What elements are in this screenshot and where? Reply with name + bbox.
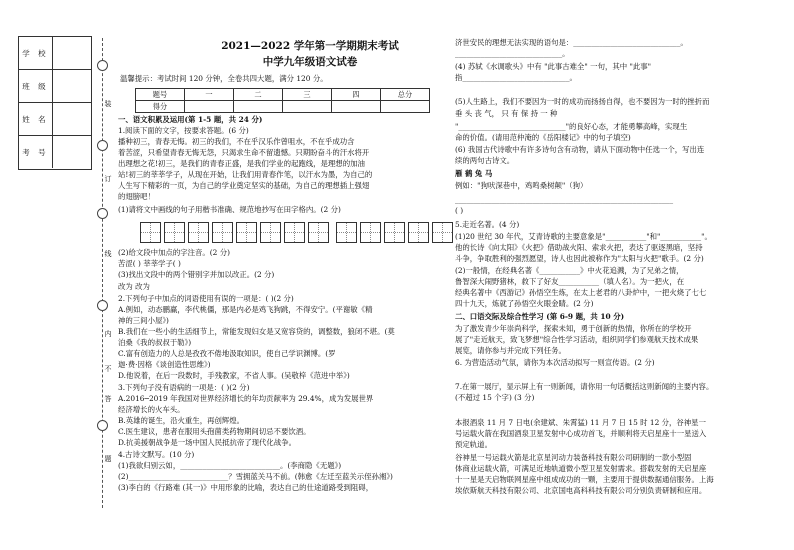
question-line: 7.在第一展厅，显示屏上有一则新闻，请你用一句话概括这则新闻的主要内容。: [455, 382, 714, 391]
binding-char: 订: [104, 175, 112, 183]
question-line: (4) 苏轼《水调歌头》中有 "此事古难全" 一句，其中 "此事": [455, 62, 652, 71]
score-input-cell[interactable]: [381, 101, 430, 113]
passage-line: 着苦涩，只希望青春无悔无怨，只渴求生命不留遗憾。只期盼奋斗的汗水将开: [118, 148, 370, 157]
answer-line[interactable]: ( ): [455, 206, 464, 215]
question-line: 4.古诗文默写。(10 分): [118, 450, 195, 459]
option-line: D.他说着，在后一段数时，手残教家，不省人事。(吴敬梓《范进中举》): [118, 371, 350, 380]
question-line: (不超过 15 个字) (3 分): [455, 393, 535, 402]
passage-line: 为了激发青少年崇尚科学，探索未知，勇于创新的热情，你所在的学校开: [455, 324, 692, 333]
fill-in-line[interactable]: 指_____________________________。: [455, 73, 577, 82]
school-field[interactable]: [19, 37, 91, 70]
answer-line[interactable]: 苦涩( ) 莘莘学子( ): [118, 259, 181, 268]
name-label: 姓 名: [19, 103, 53, 135]
question-line: (2)一般情，在经典名著《___________》中火花追溅，为了兄弟之情，: [455, 266, 684, 275]
passage-line: 的翅膀吧！: [118, 192, 155, 201]
option-line: B.英雄的诞生，沿火重生，再创辉煌。: [118, 416, 245, 425]
score-table-score-row: [136, 101, 430, 113]
binding-char: 装: [104, 100, 112, 108]
exam-number-field[interactable]: [19, 136, 91, 168]
class-field[interactable]: [19, 70, 91, 103]
table-cell: 四: [332, 89, 381, 101]
fill-in-line[interactable]: 济世安民的理想无法实现的语句是：_____________________________。: [455, 38, 688, 47]
binding-hole-icon: [97, 140, 108, 151]
writing-grid[interactable]: [140, 222, 456, 243]
question-line: 1.阅读下面的文字，按要求答题。(6 分): [118, 126, 249, 135]
question-line: (6) 我国古代诗歌中有许多诗句含有动物，请从下面动物中任选一个，写出连: [455, 145, 705, 154]
question-line: 命的价值。(请用范仲淹的《岳阳楼记》中的句子填空): [455, 133, 631, 142]
binding-char: 线: [104, 250, 112, 258]
answer-line[interactable]: 改为 改为: [118, 282, 150, 291]
option-line: A.2016─2019 年我国对世界经济增长的年均贡献率为 29.4%，成为发展世界: [118, 394, 374, 403]
table-cell: 三: [283, 89, 332, 101]
grid-cell[interactable]: [384, 222, 405, 243]
passage-line: 经典名著中《西游记》孙悟空生炼，在太上老君的八卦炉中，一把火烧了七七: [455, 288, 707, 297]
exam-number-label: 考 号: [19, 136, 53, 168]
exam-tip: 温馨提示：考试时间 120 分钟，全卷共四大题，满分 120 分。: [120, 74, 328, 83]
question-line: (1)请将文中画线的句子用楷书准确、规范地抄写在田字格内。(2 分): [118, 205, 341, 214]
question-line: (5)人生路上，我们不要因为一时的成功而扬扬自得，也不要因为一时的挫折而: [455, 97, 710, 106]
question-line: 垂 头 丧 气， 只 有 保 持 一 种: [455, 109, 558, 118]
grid-cell[interactable]: [236, 222, 257, 243]
option-line: D.抗美援朝战争是一场中国人民抵抗帝了现代化战争。: [118, 438, 296, 447]
passage-line: 斗争，争取胜利的强烈愿望，诗人也因此被称作为"太阳与火把"歌手。(2 分): [455, 254, 704, 263]
passage-line: 出理想之花!初三，是我们的青春正盛，是我们学业的起跑线，是理想的加油: [118, 159, 365, 168]
name-field[interactable]: [19, 103, 91, 136]
question-line: 2.下列句子中加点的词语使用有误的一项是：( )(2 分): [118, 294, 294, 303]
binding-hole-icon: [97, 300, 108, 311]
grid-cell[interactable]: [360, 222, 381, 243]
fill-in-line[interactable]: (2)___________________________？雪拥蓝关马不前。(韩愈《左迁至蓝关示侄孙湘》): [118, 472, 393, 481]
question-line: (2)给文段中加点的字注音。(2 分): [118, 248, 230, 257]
grid-cell[interactable]: [284, 222, 305, 243]
grid-cell[interactable]: [140, 222, 161, 243]
table-cell: 题号: [136, 89, 185, 101]
option-line: 迦·费·因格《谈创造性思维》): [118, 360, 211, 369]
passage-line: 鲁智深大闹野猪林，救下了好友___________（填人名）。为一把火，在: [455, 277, 685, 286]
question-line: 续的两句古诗文。: [455, 156, 515, 165]
score-input-cell[interactable]: [283, 101, 332, 113]
passage-line: 他的长诗《向太阳》《火把》借助战火阳、索求火把，表达了驱逐黑暗，坚持: [455, 243, 703, 252]
answer-line[interactable]: ___________________________________________________________: [455, 195, 674, 204]
question-line: 3.下列句子没有语病的一项是：( )(2 分): [118, 383, 250, 392]
question-line: 6. 为营造活动气氛，请你为本次活动拟写一则宣传语。(2 分): [455, 358, 655, 367]
passage-line: 人生写下精彩的一页，为自己的学业奠定坚实的基础，为自己的理想插上强翅: [118, 181, 370, 190]
exam-title-year: 2021—2022 学年第一学期期末考试: [221, 40, 399, 52]
binding-char: 不: [104, 365, 112, 373]
grid-cell[interactable]: [188, 222, 209, 243]
score-table-header-row: [136, 89, 430, 101]
binding-char: 内: [104, 330, 112, 338]
binding-hole-icon: [97, 420, 108, 431]
passage-line: 播种初三，青春无悔。初三的我们，不在乎汉乐作曾咀水，不在乎成功含: [118, 137, 355, 146]
news-line: 十一星是天启物联网星座中组成成功的一颗，主要用于提供数据通信服务。上海: [455, 475, 714, 484]
score-table: [135, 88, 430, 113]
question-line: (3)李白的《行路难 (其一)》中用形象的比喻，表达自己的仕途道路受到阻碍，: [118, 483, 374, 492]
school-label: 学 校: [19, 37, 53, 69]
option-line: 神的三间小屋》): [118, 316, 169, 325]
news-line: 体商业运载火箭，可满足近地轨道微小型卫星发射需求。搭载发射的天启星座: [455, 464, 707, 473]
news-line: 埃依斯航天科技有限公司、北京国电高科科技有限公司分别负责研制和应用。: [455, 486, 707, 495]
question-line: 5.走近名著。(4 分): [455, 220, 520, 229]
news-line: 预定轨道。: [455, 440, 492, 449]
table-cell: 一: [185, 89, 234, 101]
table-cell: 二: [234, 89, 283, 101]
score-input-cell[interactable]: [185, 101, 234, 113]
binding-char: 答: [104, 395, 112, 403]
score-input-cell[interactable]: [332, 101, 381, 113]
question-line: (3)找出文段中的两个错别字并加以改正。(2 分): [118, 270, 275, 279]
option-line: A.例如，动态鹏赢，李代桃僵，那是内必是鸡飞狗跳，不得安宁。(平谢敏《精: [118, 305, 373, 314]
section-two-heading: 二、口语交际及综合性学习 (第 6-9 题，共 10 分): [455, 312, 625, 321]
binding-char: 题: [104, 455, 112, 463]
grid-cell[interactable]: [260, 222, 281, 243]
passage-line: 展了"走近航天，致飞梦想"综合性学习活动，组织同学们参观航天技术成果: [455, 335, 699, 344]
news-line: 本报酒泉 11 月 7 日电(余建斌、朱霄猛) 11 月 7 日 15 时 12 分，谷神星一: [455, 418, 706, 427]
binding-hole-icon: [97, 60, 108, 71]
option-line: C.医生建议，患者在服用头孢菌类药物期间切忌不要饮酒。: [118, 427, 311, 436]
passage-line: 站!初三的莘莘学子，从现在开始，让我们用青春作笔，以汗水为墨，为自己的: [118, 170, 373, 179]
score-input-cell[interactable]: [234, 101, 283, 113]
exam-title-subject: 中学九年级语文试卷: [262, 56, 358, 68]
grid-cell[interactable]: [164, 222, 185, 243]
table-cell: 总分: [381, 89, 430, 101]
animal-options: 雁 鹤 兔 马: [455, 169, 493, 178]
passage-line: 展览，请你参与并完成下列任务。: [455, 346, 566, 355]
option-line: 经济增长的火车头。: [118, 405, 185, 414]
student-info-box: [18, 36, 92, 170]
option-line: 泊桑《我的叔叔于勒》): [118, 338, 192, 347]
binding-hole-icon: [97, 208, 108, 219]
fill-in-line[interactable]: "_____________________________"的良好心态，才能勇攀高峰，实现生: [455, 122, 688, 131]
option-line: B.我们在一些小的生活细节上，常能发现妇女是又宽容贷的，调整数，狼闭不堪。(莫: [118, 327, 395, 336]
news-line: 号运载火箭在我国酒泉卫星发射中心成功首飞，并顺利将天启星座十一星送入: [455, 429, 707, 438]
grid-cell[interactable]: [408, 222, 429, 243]
class-label: 班 级: [19, 70, 53, 102]
grid-cell[interactable]: [432, 222, 453, 243]
passage-line: 四十九天，炼就了孙悟空火眼金睛。(2 分): [455, 299, 594, 308]
binding-line: [102, 38, 103, 508]
fill-in-line[interactable]: _____________________________。: [455, 49, 570, 58]
fill-in-line[interactable]: (1)我欲归别云如，___________________________。(李商隐《无题》): [118, 461, 342, 470]
news-line: 谷神星一号运载火箭是北京星河动力装备科技有限公司研制的一款小型固: [455, 453, 692, 462]
section-one-heading: 一、语文积累及运用(第 1-5 题，共 24 分): [118, 115, 263, 124]
table-cell: 得分: [136, 101, 185, 113]
option-line: C.富有创造力的人总是孜孜不倦地汲取知识，使自己学识渊博。(罗: [118, 349, 336, 358]
question-line: (1)20 世纪 30 年代，艾青诗歌的主要意象是"___________"和"___________"。: [455, 232, 712, 241]
grid-cell[interactable]: [336, 222, 357, 243]
grid-cell[interactable]: [308, 222, 329, 243]
grid-cell[interactable]: [212, 222, 233, 243]
example-line: 例如："狗吠深巷中，鸡鸣桑树颠"（狗）: [455, 181, 588, 190]
